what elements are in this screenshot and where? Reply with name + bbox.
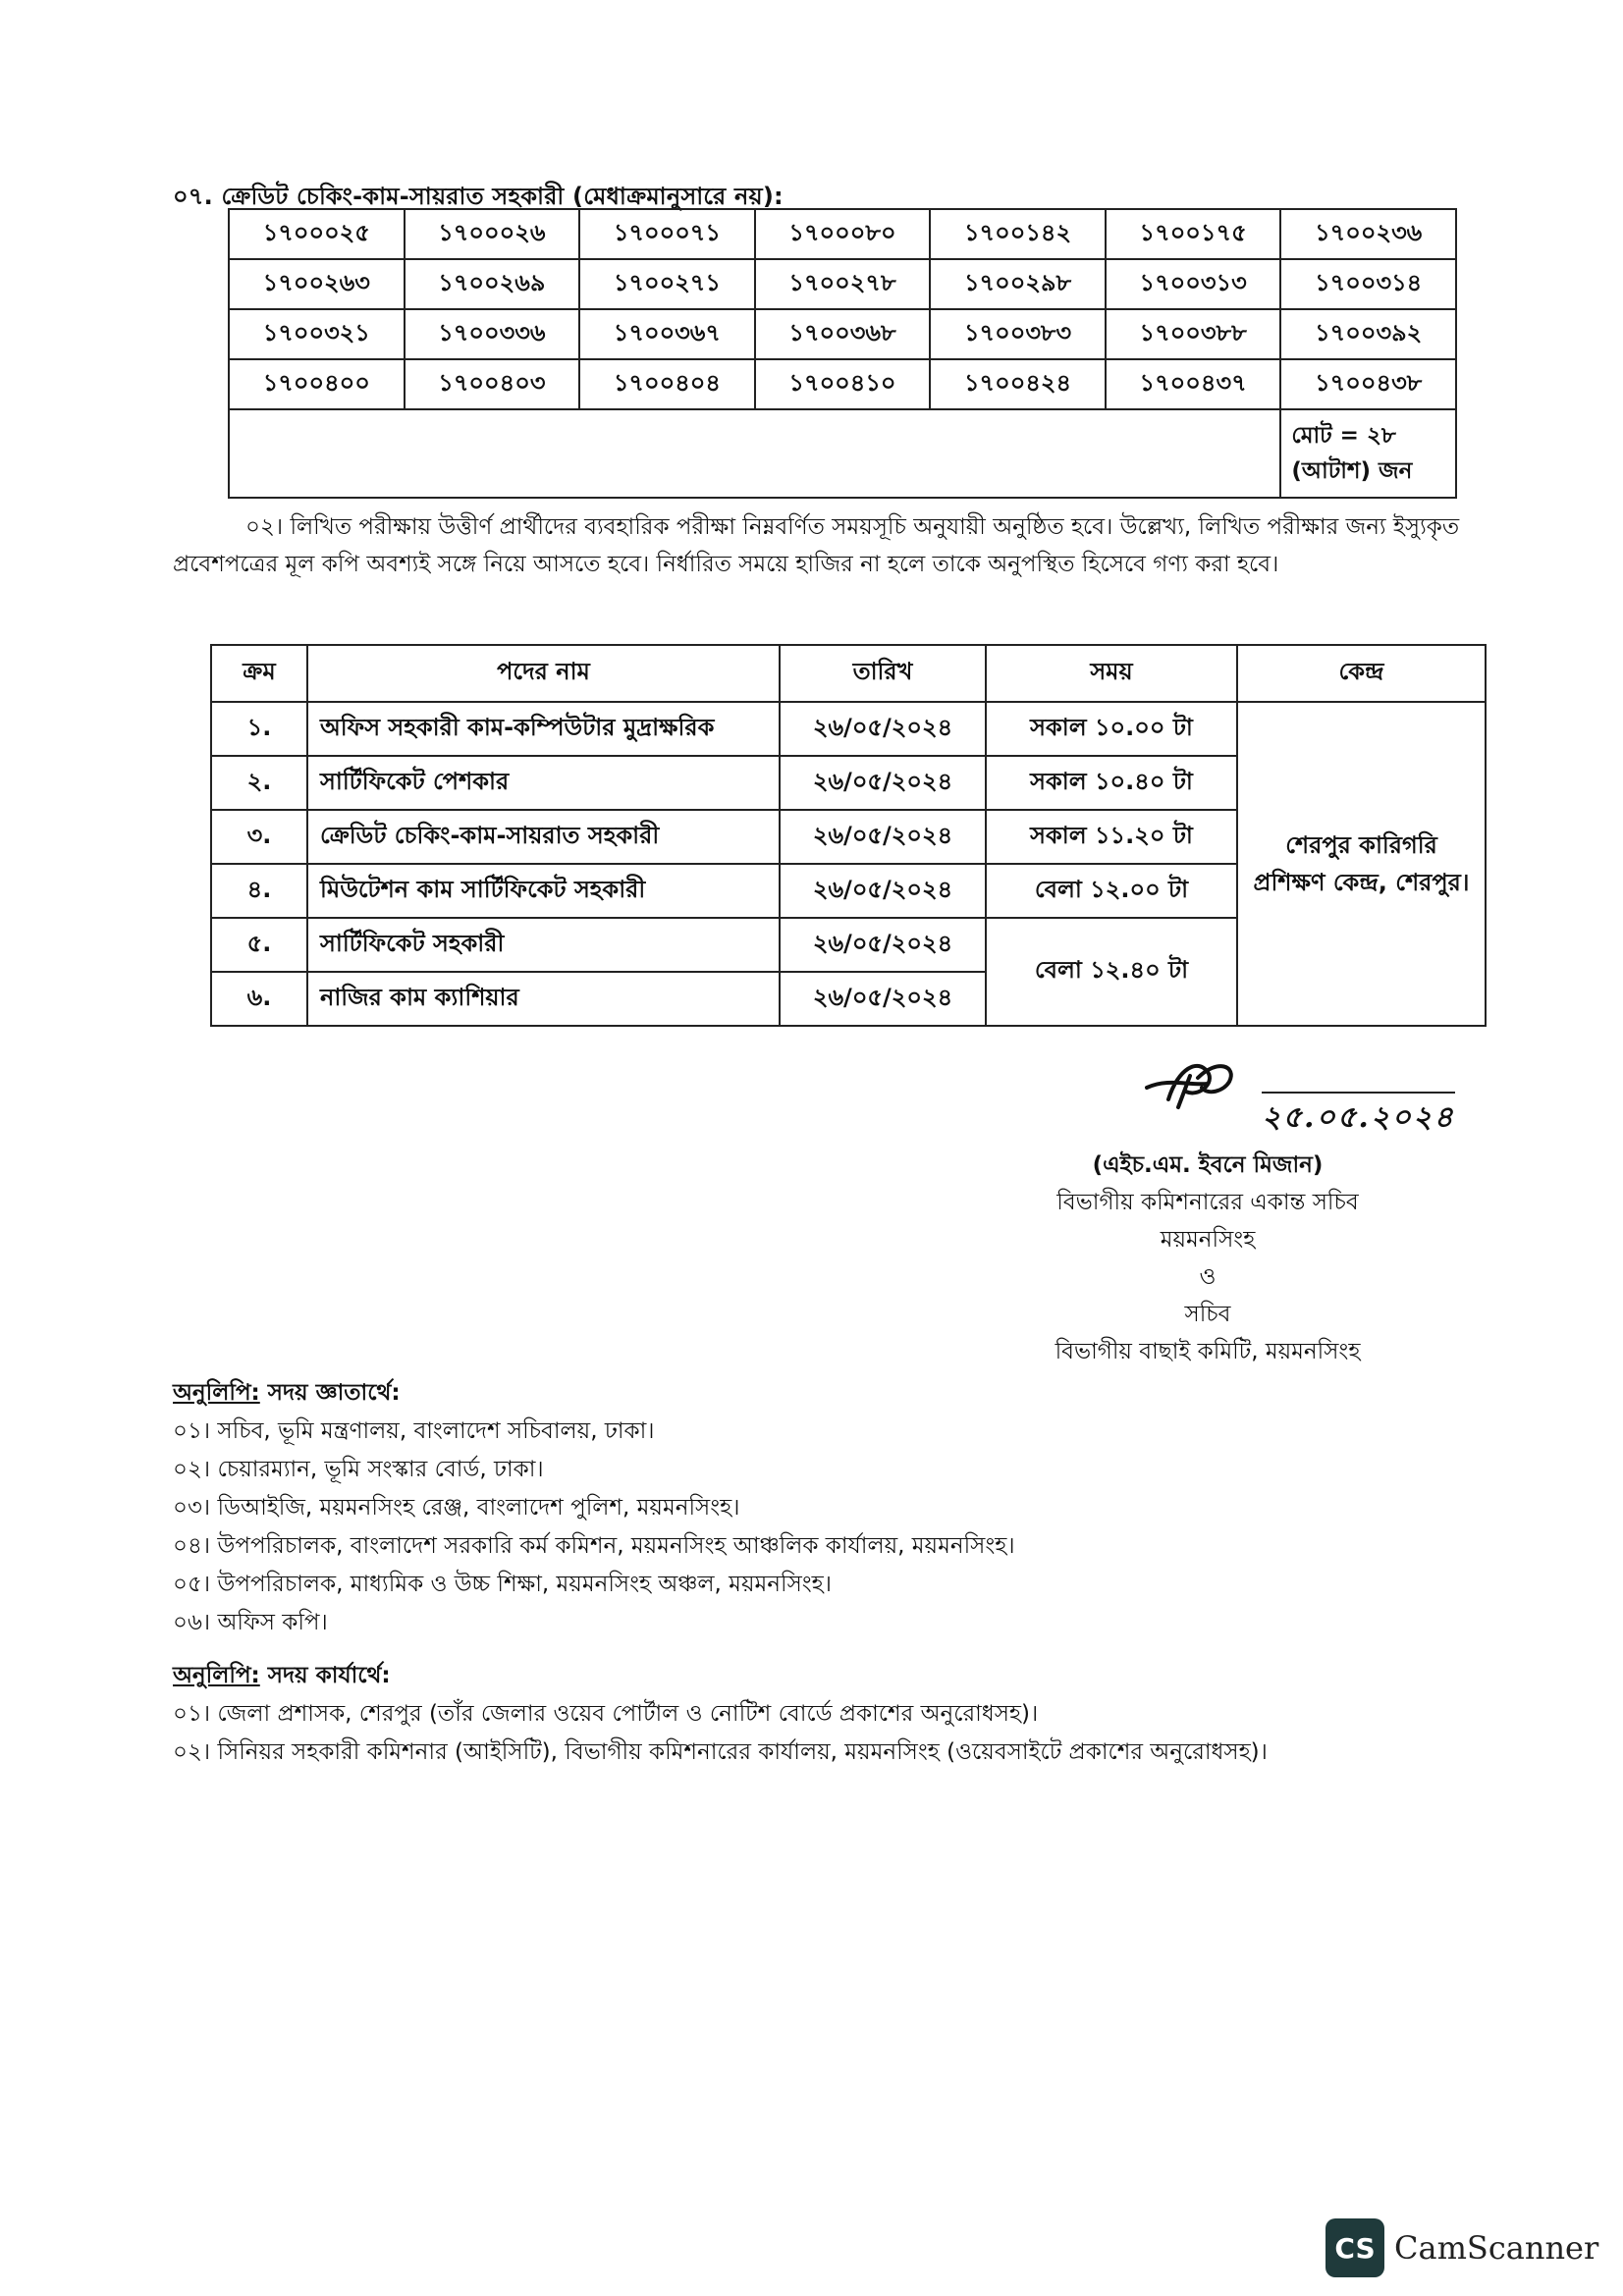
roll-number-table <box>228 208 1457 499</box>
copy-label: অনুলিপি: <box>173 1380 260 1406</box>
list-item: ০৫। উপপরিচালক, মাধ্যমিক ও উচ্চ শিক্ষা, ময়মনসিংহ অঞ্চল, ময়মনসিংহ। <box>173 1572 832 1597</box>
roll-cell: ১৭০০২৭৮ <box>755 259 931 309</box>
roll-cell: ১৭০০৩২১ <box>229 309 405 359</box>
post-name-cell: অফিস সহকারী কাম-কম্পিউটার মুদ্রাক্ষরিক <box>307 702 780 756</box>
date-cell: ২৬/০৫/২০২৪ <box>780 702 986 756</box>
list-item: ০২। চেয়ারম্যান, ভূমি সংস্কার বোর্ড, ঢাকা। <box>173 1457 544 1482</box>
date-cell: ২৬/০৫/২০২৪ <box>780 918 986 972</box>
roll-cell: ১৭০০৪২৪ <box>930 359 1106 409</box>
copy-purpose: সদয় জ্ঞাতার্থে: <box>259 1380 401 1406</box>
roll-cell: ১৭০০৪৩৮ <box>1280 359 1456 409</box>
post-name-cell: সার্টিফিকেট সহকারী <box>307 918 780 972</box>
roll-cell: ১৭০০২৬৯ <box>405 259 580 309</box>
serial-cell: ১. <box>211 702 307 756</box>
time-cell: সকাল ১০.০০ টা <box>986 702 1237 756</box>
total-cell <box>1280 409 1456 498</box>
roll-cell: ১৭০০৪৩৭ <box>1106 359 1281 409</box>
column-header: সময় <box>986 645 1237 702</box>
roll-cell: ১৭০০৩৬৮ <box>755 309 931 359</box>
time-cell: সকাল ১১.২০ টা <box>986 810 1237 864</box>
signatory-location: ময়মনসিংহ <box>1160 1227 1256 1253</box>
copy-heading <box>173 1374 1488 1413</box>
roll-cell: ১৭০০৪০৪ <box>579 359 755 409</box>
signature-date: ২৫.০৫.২০২৪ <box>1262 1092 1455 1144</box>
date-cell: ২৬/০৫/২০২৪ <box>780 756 986 810</box>
column-header: তারিখ <box>780 645 986 702</box>
signatory-name: (এইচ.এম. ইবনে মিজান) <box>1092 1152 1324 1178</box>
schedule-table <box>210 644 1487 1027</box>
roll-cell: ১৭০০৩৩৬ <box>405 309 580 359</box>
instruction-paragraph: ০২। লিখিত পরীক্ষায় উত্তীর্ণ প্রার্থীদের ব্যবহারিক পরীক্ষা নিম্নবর্ণিত সময়সূচি অনুযায়ী অনুষ্ঠিত হবে। উল্লেখ্য, লিখিত পরীক্ষার জন্য ইস্যুকৃত প্রবেশপত্রের মূল কপি অবশ্যই সঙ্গে নিয়ে আসতে হবে। নির্ধারিত সময়ে হাজির না হলে তাকে অনুপস্থিত হিসেবে গণ্য করা হবে। <box>173 514 1460 577</box>
roll-cell: ১৭০০২৭১ <box>579 259 755 309</box>
signatory-title: সচিব <box>1184 1302 1231 1327</box>
serial-cell: ৫. <box>211 918 307 972</box>
table-row <box>229 259 1456 309</box>
serial-cell: ৩. <box>211 810 307 864</box>
time-cell: বেলা ১২.০০ টা <box>986 864 1237 918</box>
time-cell: সকাল ১০.৪০ টা <box>986 756 1237 810</box>
copy-list-action <box>173 1657 1488 1772</box>
table-row <box>211 702 1486 756</box>
date-cell: ২৬/০৫/২০২৪ <box>780 810 986 864</box>
signatory-block <box>982 1147 1434 1370</box>
empty-cell <box>229 409 1280 498</box>
roll-cell: ১৭০০৩১৩ <box>1106 259 1281 309</box>
center-cell <box>1237 702 1486 1026</box>
section-7-heading: ০৭. ক্রেডিট চেকিং-কাম-সায়রাত সহকারী (মেধাক্রমানুসারে নয়): <box>173 183 784 210</box>
total-in-words: (আটাশ) জন <box>1291 458 1413 484</box>
copy-heading <box>173 1657 1488 1695</box>
center-line: প্রশিক্ষণ কেন্দ্র, শেরপুর। <box>1253 869 1470 896</box>
column-header: ক্রম <box>211 645 307 702</box>
serial-cell: ৬. <box>211 972 307 1026</box>
signatory-committee: বিভাগীয় বাছাই কমিটি, ময়মনসিংহ <box>1055 1339 1361 1364</box>
roll-cell: ১৭০০৪০০ <box>229 359 405 409</box>
list-item: ০১। সচিব, ভূমি মন্ত্রণালয়, বাংলাদেশ সচিবালয়, ঢাকা। <box>173 1418 655 1444</box>
roll-cell: ১৭০০৩৯২ <box>1280 309 1456 359</box>
roll-cell: ১৭০০৩৬৭ <box>579 309 755 359</box>
roll-cell: ১৭০০০৭১ <box>579 209 755 259</box>
list-item: ০৬। অফিস কপি। <box>173 1610 328 1635</box>
roll-cell: ১৭০০০২৫ <box>229 209 405 259</box>
roll-cell: ১৭০০২৩৬ <box>1280 209 1456 259</box>
column-header: পদের নাম <box>307 645 780 702</box>
list-item: ০৪। উপপরিচালক, বাংলাদেশ সরকারি কর্ম কমিশন, ময়মনসিংহ আঞ্চলিক কার্যালয়, ময়মনসিংহ। <box>173 1533 1015 1559</box>
roll-cell: ১৭০০২৬৩ <box>229 259 405 309</box>
table-row <box>229 359 1456 409</box>
column-header: কেন্দ্র <box>1237 645 1486 702</box>
post-name-cell: মিউটেশন কাম সার্টিফিকেট সহকারী <box>307 864 780 918</box>
roll-cell: ১৭০০০৮০ <box>755 209 931 259</box>
post-name-cell: সার্টিফিকেট পেশকার <box>307 756 780 810</box>
copy-purpose: সদয় কার্যার্থে: <box>259 1663 391 1688</box>
serial-cell: ৪. <box>211 864 307 918</box>
roll-cell: ১৭০০১৭৫ <box>1106 209 1281 259</box>
total-count: মোট = ২৮ <box>1291 423 1396 449</box>
signatory-title: বিভাগীয় কমিশনারের একান্ত সচিব <box>1056 1190 1359 1215</box>
list-item: ০১। জেলা প্রশাসক, শেরপুর (তাঁর জেলার ওয়েব পোর্টাল ও নোটিশ বোর্ডে প্রকাশের অনুরোধসহ)। <box>173 1701 1039 1727</box>
roll-cell: ১৭০০০২৬ <box>405 209 580 259</box>
roll-cell: ১৭০০৩৮৮ <box>1106 309 1281 359</box>
date-cell: ২৬/০৫/২০২৪ <box>780 972 986 1026</box>
roll-cell: ১৭০০৩৮৩ <box>930 309 1106 359</box>
roll-cell: ১৭০০২৯৮ <box>930 259 1106 309</box>
handwritten-signature-icon <box>1139 1048 1257 1117</box>
roll-cell: ১৭০০১৪২ <box>930 209 1106 259</box>
roll-cell: ১৭০০৪০৩ <box>405 359 580 409</box>
table-row <box>229 209 1456 259</box>
camscanner-text: CamScanner <box>1394 2229 1599 2267</box>
post-name-cell: ক্রেডিট চেকিং-কাম-সায়রাত সহকারী <box>307 810 780 864</box>
table-header-row <box>211 645 1486 702</box>
post-name-cell: নাজির কাম ক্যাশিয়ার <box>307 972 780 1026</box>
copy-label: অনুলিপি: <box>173 1663 260 1688</box>
table-row <box>229 309 1456 359</box>
list-item: ০৩। ডিআইজি, ময়মনসিংহ রেঞ্জ, বাংলাদেশ পুলিশ, ময়মনসিংহ। <box>173 1495 740 1521</box>
signatory-conjunction: ও <box>1199 1264 1217 1290</box>
camscanner-watermark <box>1325 2216 1598 2279</box>
list-item: ০২। সিনিয়র সহকারী কমিশনার (আইসিটি), বিভাগীয় কমিশনারের কার্যালয়, ময়মনসিংহ (ওয়েবসাইটে প্রকাশের অনুরোধসহ)। <box>173 1739 1268 1765</box>
roll-cell: ১৭০০৩১৪ <box>1280 259 1456 309</box>
camscanner-logo-icon: CS <box>1325 2218 1384 2277</box>
date-cell: ২৬/০৫/২০২৪ <box>780 864 986 918</box>
copy-list-information <box>173 1374 1488 1642</box>
time-cell: বেলা ১২.৪০ টা <box>986 918 1237 1026</box>
serial-cell: ২. <box>211 756 307 810</box>
table-row <box>229 409 1456 498</box>
roll-cell: ১৭০০৪১০ <box>755 359 931 409</box>
center-line: শেরপুর কারিগরি <box>1285 831 1437 859</box>
